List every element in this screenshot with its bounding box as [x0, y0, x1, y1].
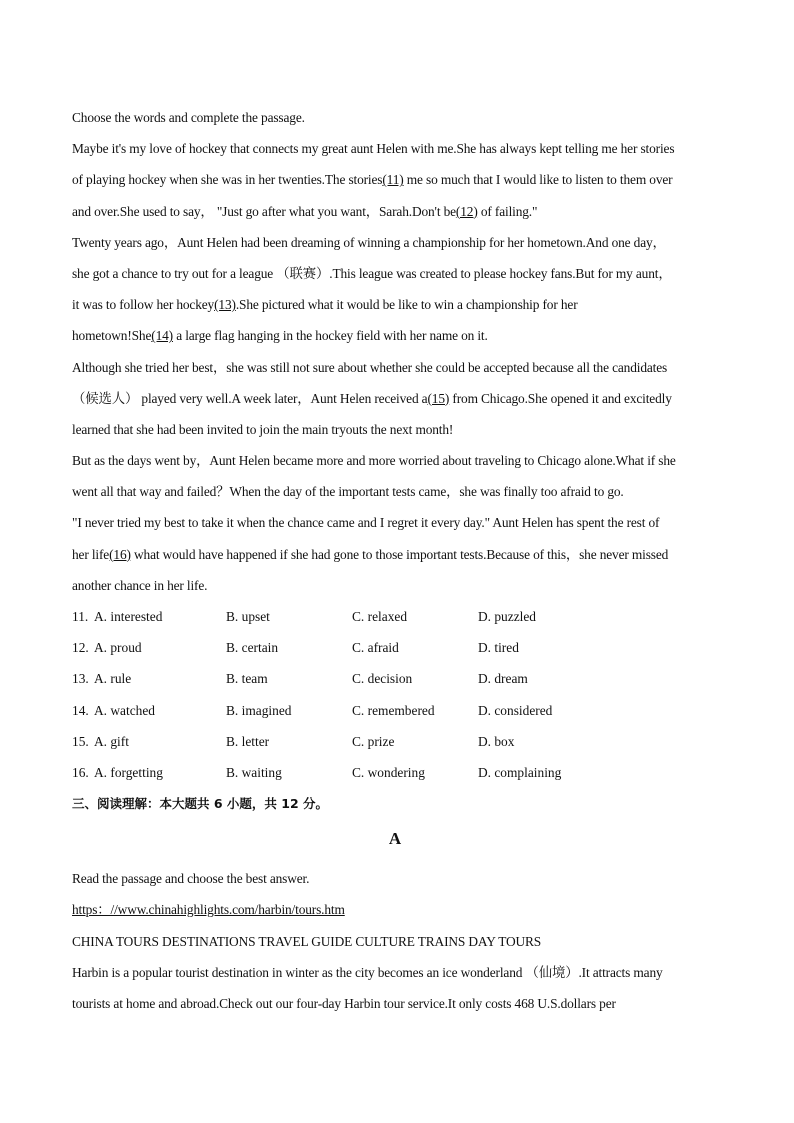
option-a: A. watched: [94, 702, 155, 718]
passage-line: [72, 289, 732, 320]
passage-line: tourists at home and abroad.Check out our four-day Harbin tour service.It only costs 468 U.S.dollars per: [72, 995, 616, 1011]
text: a large flag hanging in the hockey field with her name on it.: [173, 328, 488, 344]
passage-line: Although she tried her best，she was still not sure about whether she could be accepted because all the candidates: [72, 359, 668, 375]
blank-13: (13): [214, 297, 236, 313]
question-options: [72, 757, 732, 788]
passage-line: [72, 196, 732, 227]
passage-line: But as the days went by，Aunt Helen became more and more worried about traveling to Chicago alone.What if she: [72, 453, 676, 469]
part-label: A: [388, 829, 402, 849]
option-d: D. dream: [478, 671, 528, 687]
text: of failing.": [477, 203, 538, 219]
option-c: C. relaxed: [352, 609, 408, 624]
document-page: [72, 102, 732, 1019]
question-number: 13.: [72, 671, 89, 687]
answer-options: [72, 601, 732, 788]
text: it was to follow her hockey: [72, 297, 215, 313]
option-a: A. rule: [94, 671, 132, 687]
text: .She pictured what it would be like to win a championship for her: [235, 297, 578, 313]
section-heading: 三、阅读理解：本大题共 6 小题，共 12 分。: [72, 796, 329, 812]
blank-16: (16): [109, 546, 131, 562]
option-d: D. tired: [478, 640, 519, 656]
question-number: 16.: [72, 764, 89, 780]
blank-14: (14): [151, 328, 173, 344]
blank-12: (12): [455, 203, 478, 219]
option-b: B. letter: [226, 733, 270, 749]
text: hometown!She: [72, 328, 152, 344]
passage-line: [72, 320, 732, 351]
cloze-passage: [72, 133, 732, 601]
question-number: 15.: [72, 733, 89, 749]
text: （候选人） played very well.A week later，Aunt Helen received a: [72, 390, 428, 406]
url-link[interactable]: https：//www.chinahighlights.com/harbin/tours.htm: [72, 902, 345, 918]
instructions: Choose the words and complete the passage.: [72, 110, 305, 125]
question-options: [72, 632, 732, 663]
passage-line: "I never tried my best to take it when the chance came and I regret it every day." Aunt Helen has spent the rest of: [72, 515, 660, 531]
question-options: [72, 663, 732, 694]
site-nav-text: CHINA TOURS DESTINATIONS TRAVEL GUIDE CULTURE TRAINS DAY TOURS: [72, 933, 542, 949]
option-d: D. box: [478, 733, 515, 749]
passage-line: Harbin is a popular tourist destination in winter as the city becomes an ice wonderland （仙境）.It attracts many: [72, 964, 663, 980]
blank-15: (15): [427, 390, 450, 406]
passage-line: [72, 164, 732, 195]
text: of playing hockey when she was in her twenties.The stories: [72, 172, 383, 188]
passage-line: [72, 539, 732, 570]
option-a: A. forgetting: [94, 764, 163, 780]
text: me so much that I would like to listen to them over: [403, 172, 673, 188]
passage-line: Maybe it's my love of hockey that connects my great aunt Helen with me.She has always kept telling me her stories: [72, 141, 675, 157]
reading-instructions: Read the passage and choose the best answer.: [72, 871, 310, 887]
option-a: A. proud: [94, 640, 142, 656]
option-b: B. certain: [226, 640, 279, 656]
option-d: D. puzzled: [478, 609, 537, 624]
blank-11: (11): [382, 172, 404, 188]
question-options: [72, 695, 732, 726]
text: from Chicago.She opened it and excitedly: [449, 390, 672, 406]
option-c: C. afraid: [352, 640, 399, 656]
option-d: D. considered: [478, 702, 553, 718]
question-number: 14.: [72, 702, 89, 718]
text: her life: [72, 546, 110, 562]
option-b: B. team: [226, 671, 268, 687]
question-number: 11.: [72, 609, 89, 624]
option-c: C. wondering: [352, 764, 425, 780]
option-c: C. decision: [352, 671, 413, 687]
option-b: B. imagined: [226, 702, 292, 718]
passage-line: Twenty years ago，Aunt Helen had been dreaming of winning a championship for her hometown.And one day，: [72, 234, 666, 250]
text: and over.She used to say， "Just go after what you want，Sarah.Don't be: [72, 203, 456, 219]
passage-line: [72, 383, 732, 414]
option-d: D. complaining: [478, 764, 562, 780]
option-a: A. gift: [94, 733, 129, 749]
passage-line: another chance in her life.: [72, 577, 208, 593]
option-c: C. remembered: [352, 702, 435, 718]
option-b: B. waiting: [226, 764, 282, 780]
passage-line: went all that way and failed？When the day of the important tests came，she was finally too afraid to go.: [72, 484, 624, 500]
question-options: [72, 601, 732, 632]
option-c: C. prize: [352, 733, 395, 749]
text: what would have happened if she had gone to those important tests.Because of this，she never missed: [130, 546, 669, 562]
question-options: [72, 726, 732, 757]
passage-line: learned that she had been invited to join the main tryouts the next month!: [72, 421, 454, 437]
passage-line: she got a chance to try out for a league （联赛）.This league was created to please hockey fans.But for my aunt，: [72, 265, 672, 281]
option-b: B. upset: [226, 609, 270, 624]
question-number: 12.: [72, 640, 89, 656]
option-a: A. interested: [94, 609, 163, 624]
